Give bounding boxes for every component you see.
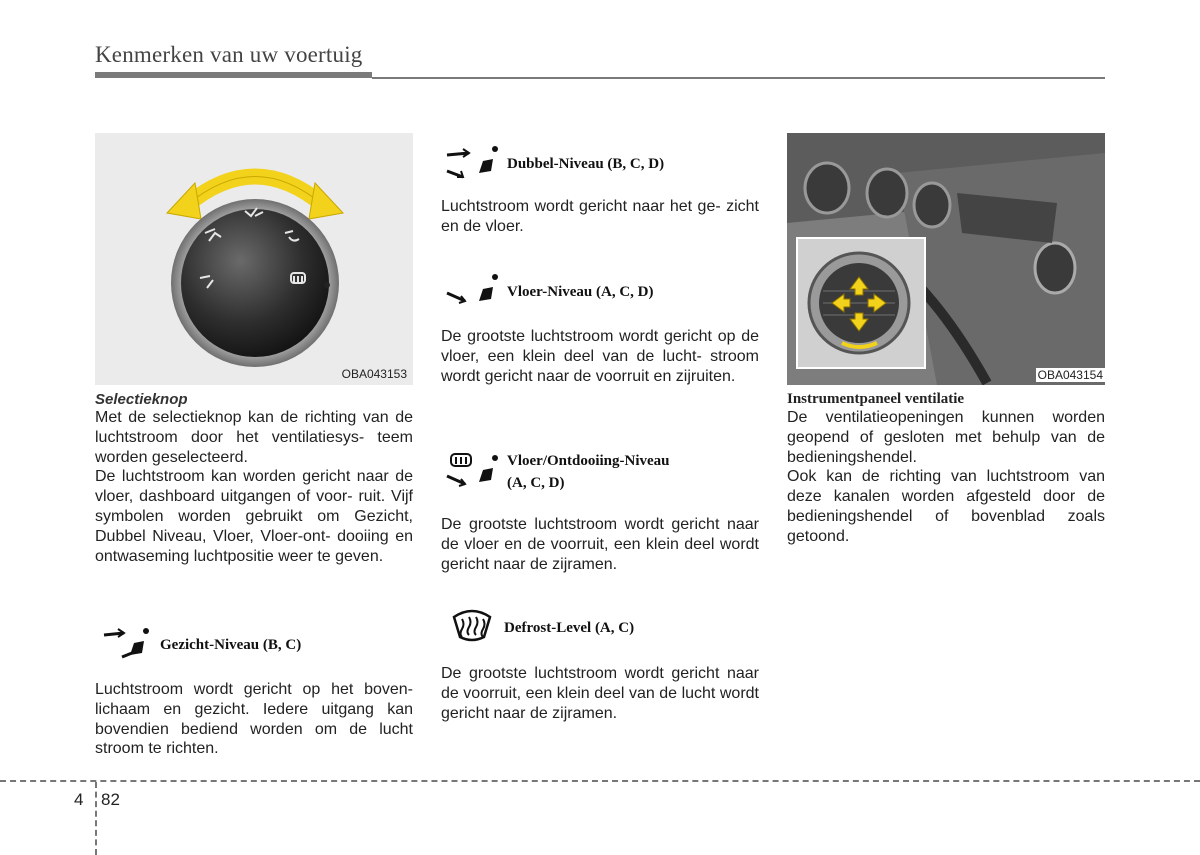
selector-knob-illustration: [95, 133, 413, 385]
mode-title: Vloer-Niveau (A, C, D): [507, 284, 654, 300]
selector-knob-figure: [95, 133, 413, 385]
floor-level-icon: [443, 271, 503, 314]
mode-heading-face: [102, 625, 301, 666]
body-paragraph: Ook kan de richting van luchtstroom van deze kanalen worden afgesteld door de bedieningshendel of bovenblad zoals getoond.: [787, 468, 1105, 545]
body-paragraph: De grootste luchtstroom wordt gericht naar de vloer en de voorruit, een klein deel wordt gericht naar de zijramen.: [441, 516, 759, 573]
mode-title: (A, C, D): [507, 475, 565, 491]
mode-heading-defrost: [450, 607, 634, 650]
floor-defrost-icon: [443, 450, 503, 495]
mode-heading-floor-defrost: [443, 450, 670, 495]
chapter-number: 4: [74, 790, 84, 809]
defrost-icon: [450, 607, 494, 650]
mode-title: Gezicht-Niveau (B, C): [160, 637, 302, 653]
figure-code: OBA043154: [1037, 368, 1103, 382]
mode-title: Vloer/Ontdooiing-Niveau: [507, 453, 670, 469]
figure-code: OBA043153: [341, 367, 407, 381]
page-header-title: Kenmerken van uw voertuig: [95, 42, 363, 67]
footer-rule: [0, 780, 1200, 782]
mode-title: Defrost-Level (A, C): [504, 620, 635, 636]
face-level-icon: [102, 625, 154, 666]
header-rule: [95, 72, 372, 78]
bilevel-icon: [443, 143, 503, 186]
figure-caption: Instrumentpaneel ventilatie: [787, 391, 965, 407]
dashboard-vent-illustration: [787, 133, 1105, 385]
figure-caption: Selectieknop: [95, 391, 188, 408]
mode-heading-floor: [443, 271, 654, 314]
body-paragraph: Luchtstroom wordt gericht op het boven- lichaam en gezicht. Iedere uitgang kan bovendien bediend worden om de lucht stroom te richten.: [95, 681, 413, 758]
header-rule-thin: [372, 77, 1105, 79]
body-paragraph: De grootste luchtstroom wordt gericht naar de voorruit, een klein deel van de lucht wordt gericht naar de zijramen.: [441, 665, 759, 722]
mode-title-group: [507, 453, 670, 492]
body-paragraph: Met de selectieknop kan de richting van de luchtstroom door het ventilatiesys- teem worden geselecteerd.: [95, 409, 413, 466]
footer-divider: [95, 782, 97, 855]
mode-heading-bilevel: [443, 143, 664, 186]
dashboard-vent-figure: [787, 133, 1105, 385]
mode-title: Dubbel-Niveau (B, C, D): [507, 156, 665, 172]
body-paragraph: Luchtstroom wordt gericht naar het ge- zicht en de vloer.: [441, 198, 759, 235]
body-paragraph: De ventilatieopeningen kunnen worden geopend of gesloten met behulp van de bedieningshendel.: [787, 409, 1105, 466]
page-number: 82: [101, 790, 120, 809]
body-paragraph: De grootste luchtstroom wordt gericht op de vloer, een klein deel van de lucht- stroom wordt gericht naar de voorruit en zijruiten.: [441, 328, 759, 385]
body-paragraph: De luchtstroom kan worden gericht naar de vloer, dashboard uitgangen of voor- ruit. Vijf symbolen worden gebruikt om Gezicht, Dubbel Niveau, Vloer, Vloer-ont- dooiing en ontwaseming luchtpositie weer te geven.: [95, 468, 413, 565]
